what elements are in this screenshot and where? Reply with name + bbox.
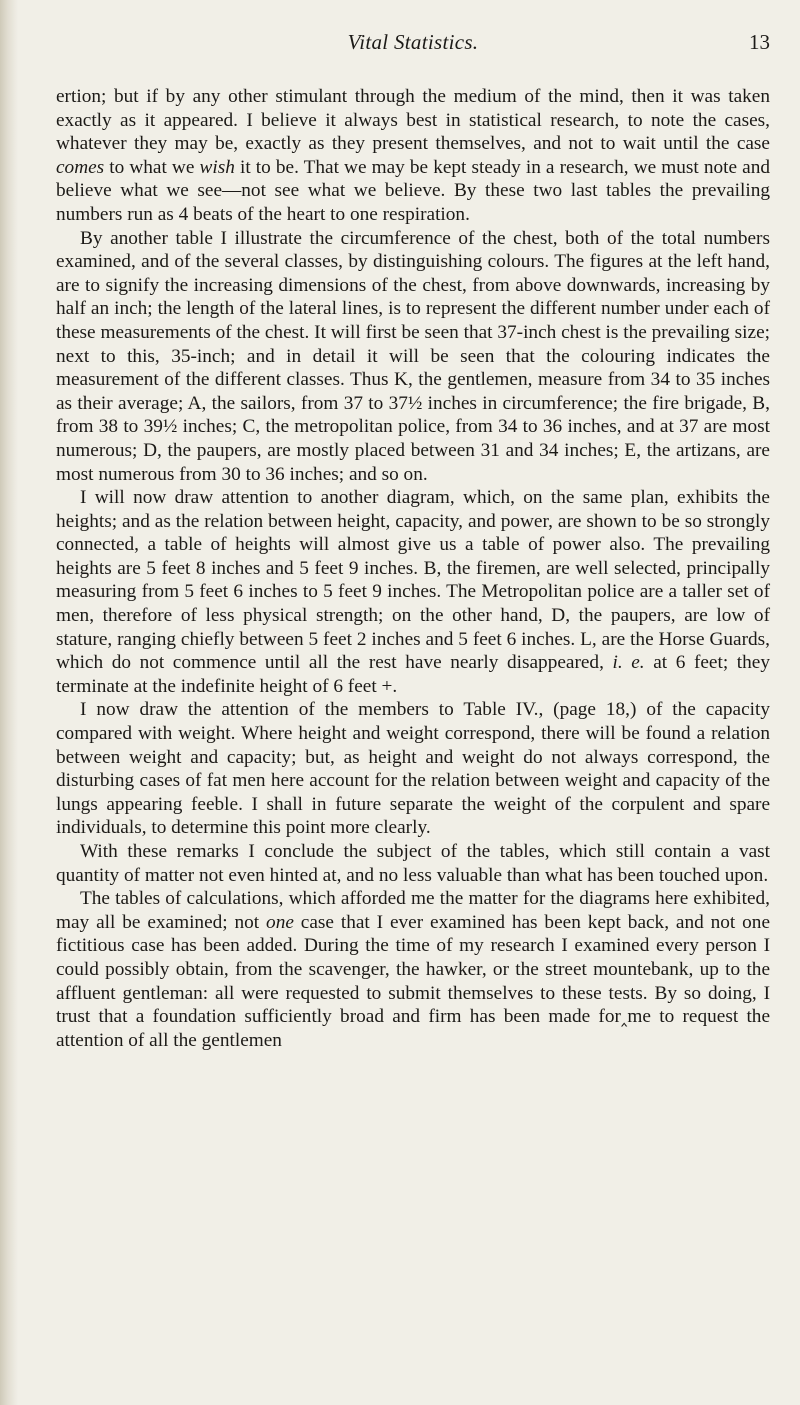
text-run: case that I ever examined has been kept back, and not one fictitious case has been added. During the time of my research I examined every person I could possibly obtain, from the scavenger, the hawker, or the street mountebank, up to the affluent gentleman: all were requested to submit themselves to these tests. By so doing, I trust that a foundation sufficiently broad and firm has been made for‸me to request the attention of all the gentlemen — [56, 911, 770, 1051]
text-run: at 6 feet; they terminate at the indefinite height of 6 feet +. — [56, 652, 770, 697]
italic-word: i. e. — [612, 652, 645, 674]
page-number: 13 — [749, 30, 770, 54]
italic-word: wish — [199, 156, 235, 178]
text-run: to what we — [104, 156, 200, 178]
running-title: Vital Statistics. — [347, 30, 479, 54]
page-edge-shadow — [0, 0, 18, 1405]
page-header — [56, 8, 770, 54]
paragraph-conclusion: With these remarks I conclude the subject of the tables, which still contain a vast quantity of matter not even hinted at, and no less valuable than what has been touched upon. — [56, 841, 770, 886]
body-text — [56, 85, 770, 1052]
paragraph-table-iv: I now draw the attention of the members to Table IV., (page 18,) of the capacity compared with weight. Where height and weight correspond, there will be found a relation between weight and capacity; but, as height and weight do not always correspond, the disturbing cases of fat men here account for the relation between weight and capacity of the lungs appearing feeble. I shall in future separate the weight of the corpulent and spare individuals, to determine this point more clearly. — [56, 699, 770, 839]
paragraph-calculations — [56, 887, 770, 1052]
italic-word: comes — [56, 156, 105, 178]
text-run: ertion; but if by any other stimulant through the medium of the mind, then it was taken exactly as it appeared. I believe it always best in statistical research, to note the cases, whatever they may be, exactly as they present themselves, and not to wait until the case — [56, 86, 770, 155]
italic-word: one — [266, 911, 294, 933]
text-run: it to be. That we may be kept steady in a research, we must note and believe what we see—not see what we believe. By these two last tables the prevailing numbers run as 4 beats of the heart to one respiration. — [56, 156, 770, 225]
paragraph-continuation — [56, 85, 770, 227]
text-run: I will now draw attention to another diagram, which, on the same plan, exhibits the heights; and as the relation between height, capacity, and power, are shown to be so strongly connected, a table of heights will almost give us a table of power also. The prevailing heights are 5 feet 8 inches and 5 feet 9 inches. B, the firemen, are well selected, principally measuring from 5 feet 6 inches to 5 feet 9 inches. The Metropolitan police are a taller set of men, therefore of less physical strength; on the other hand, D, the paupers, are low of stature, ranging chiefly between 5 feet 2 inches and 5 feet 6 inches. L, are the Horse Guards, which do not commence until all the rest have nearly disappeared, — [56, 487, 770, 674]
text-run: The tables of calculations, which afforded me the matter for the diagrams here exhibited, may all be examined; not — [56, 888, 770, 933]
paragraph-heights-diagram — [56, 486, 770, 698]
paragraph-chest-table: By another table I illustrate the circumference of the chest, both of the total numbers examined, and of the several classes, by distinguishing colours. The figures at the left hand, are to signify the increasing dimensions of the chest, from above downwards, increasing by half an inch; the length of the lateral lines, is to represent the different number under each of these measurements of the chest. It will first be seen that 37-inch chest is the prevailing size; next to this, 35-inch; and in detail it will be seen that the colouring indicates the measurement of the different classes. Thus K, the gentlemen, measure from 34 to 35 inches as their average; A, the sailors, from 37 to 37½ inches in circumference; the fire brigade, B, from 38 to 39½ inches; C, the metropolitan police, from 34 to 36 inches, and at 37 are most numerous; D, the paupers, are mostly placed between 31 and 34 inches; E, the artizans, are most numerous from 30 to 36 inches; and so on. — [56, 227, 770, 485]
